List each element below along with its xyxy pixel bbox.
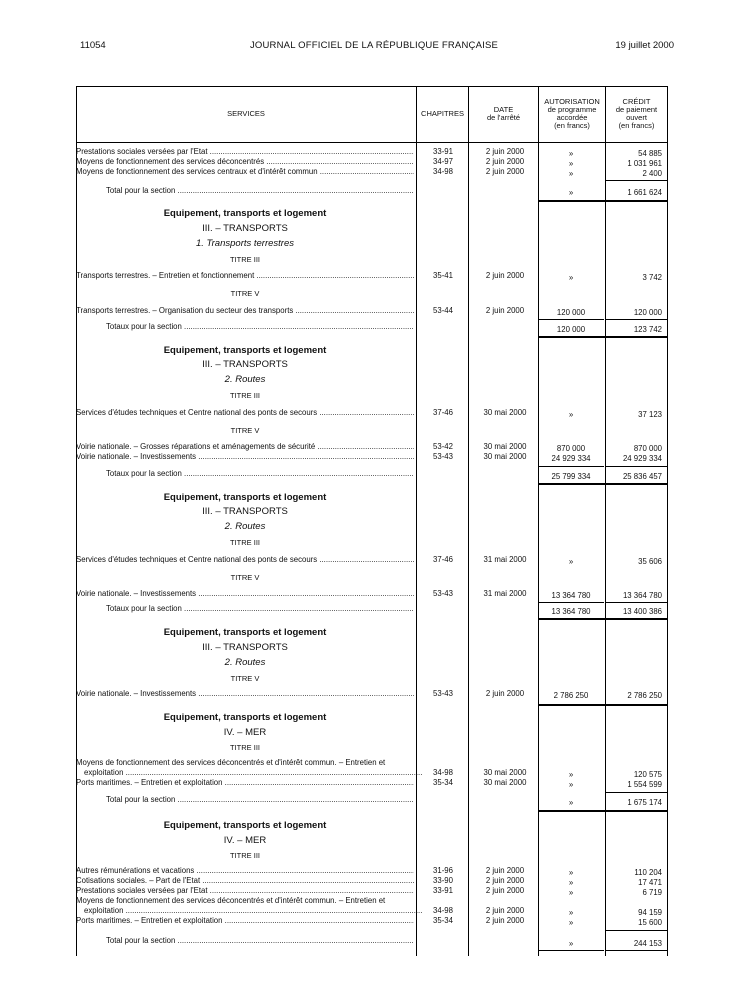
ministry-heading: Equipement, transports et logement <box>163 820 327 831</box>
section-heading: III. – TRANSPORTS <box>202 223 288 234</box>
credit-cell: 17 471 <box>638 878 662 887</box>
service-label: Moyens de fonctionnement des services déconcentrés et d'intérêt commun. – Entretien et <box>76 758 386 767</box>
service-label: Transports terrestres. – Entretien et fonctionnement ..... <box>76 271 414 281</box>
section-total-label: Total pour la section ..... <box>76 936 414 946</box>
service-label: Ports maritimes. – Entretien et exploitation ..... <box>76 916 414 926</box>
date-cell: 30 mai 2000 <box>483 778 527 787</box>
service-label: Voirie nationale. – Investissements ..... <box>76 452 414 462</box>
section-heading: IV. – MER <box>223 727 267 738</box>
credit-cell: 25 836 457 <box>622 472 662 481</box>
section-heading: III. – TRANSPORTS <box>202 506 288 517</box>
service-label: Cotisations sociales. – Part de l'Etat ..... <box>76 876 414 886</box>
chapter-cell: 34-97 <box>433 157 453 166</box>
chapter-cell: 35-41 <box>433 271 453 280</box>
titre-heading: TITRE V <box>230 426 260 435</box>
credit-cell: 13 400 386 <box>622 607 662 616</box>
ministry-heading: Equipement, transports et logement <box>163 492 327 503</box>
credit-cell: 120 575 <box>633 770 662 779</box>
date-cell: 2 juin 2000 <box>485 886 525 895</box>
col-header-date: DATE de l'arrêté <box>486 105 521 122</box>
service-label: Moyens de fonctionnement des services déconcentrés et d'intérêt commun. – Entretien et <box>76 896 386 905</box>
service-label: Voirie nationale. – Grosses réparations et aménagements de sécurité ..... <box>76 442 414 452</box>
date-cell: 2 juin 2000 <box>485 916 525 925</box>
auth-cell: » <box>568 410 574 419</box>
chapter-cell: 31-96 <box>433 866 453 875</box>
section-heading: IV. – MER <box>223 835 267 846</box>
service-label: Services d'études techniques et Centre national des ponts de secours ..... <box>76 408 414 418</box>
auth-cell: » <box>568 188 574 197</box>
auth-cell: » <box>568 780 574 789</box>
credit-cell: 870 000 <box>633 444 662 453</box>
date-cell: 30 mai 2000 <box>483 768 527 777</box>
auth-cell: » <box>568 798 574 807</box>
service-label: Prestations sociales versées par l'Etat ..... <box>76 886 414 896</box>
auth-cell: 24 929 334 <box>551 454 591 463</box>
credit-cell: 3 742 <box>642 273 662 282</box>
auth-cell: » <box>568 159 574 168</box>
auth-cell: » <box>568 888 574 897</box>
chapter-cell: 37-46 <box>433 555 453 564</box>
chapter-cell: 53-43 <box>433 589 453 598</box>
section-heading: III. – TRANSPORTS <box>202 642 288 653</box>
service-label: Moyens de fonctionnement des services centraux et d'intérêt commun ..... <box>76 167 414 177</box>
credit-cell: 120 000 <box>633 308 662 317</box>
service-label: Moyens de fonctionnement des services déconcentrés ..... <box>76 157 414 167</box>
chapter-cell: 53-43 <box>433 689 453 698</box>
date-cell: 30 mai 2000 <box>483 442 527 451</box>
col-header-chapitres: CHAPITRES <box>421 109 464 118</box>
date-cell: 2 juin 2000 <box>485 866 525 875</box>
titre-heading: TITRE V <box>230 573 260 582</box>
chapter-cell: 34-98 <box>433 906 453 915</box>
credit-cell: 13 364 780 <box>622 591 662 600</box>
credit-cell: 110 204 <box>634 868 662 877</box>
service-label: Voirie nationale. – Investissements ..... <box>76 589 414 599</box>
credit-cell: 54 885 <box>638 149 662 158</box>
credit-cell: 2 400 <box>642 169 662 178</box>
col-header-autorisation: AUTORISATION de programme accordée (en francs) <box>544 97 600 130</box>
auth-cell: » <box>568 169 574 178</box>
journal-title: JOURNAL OFFICIEL DE LA RÉPUBLIQUE FRANÇAISE <box>249 40 499 51</box>
chapter-cell: 34-98 <box>433 768 453 777</box>
chapter-cell: 33-91 <box>433 147 453 156</box>
auth-cell: 120 000 <box>556 325 586 334</box>
subsection-heading: 2. Routes <box>224 521 266 532</box>
date-cell: 2 juin 2000 <box>485 147 525 156</box>
page-header <box>0 40 748 56</box>
date-cell: 2 juin 2000 <box>485 167 525 176</box>
credit-cell: 2 786 250 <box>627 691 662 700</box>
chapter-cell: 53-42 <box>433 442 453 451</box>
auth-cell: » <box>568 770 574 779</box>
section-total-label: Totaux pour la section ..... <box>76 604 414 614</box>
date-cell: 2 juin 2000 <box>485 689 525 698</box>
auth-cell: » <box>568 939 574 948</box>
titre-heading: TITRE V <box>230 674 260 683</box>
credit-cell: 1 554 599 <box>627 780 662 789</box>
auth-cell: » <box>568 908 574 917</box>
col-header-services: SERVICES <box>227 109 265 118</box>
section-total-label: Total pour la section ..... <box>76 795 414 805</box>
service-label-cont: exploitation ..... <box>76 768 422 778</box>
chapter-cell: 53-44 <box>433 306 453 315</box>
date-cell: 2 juin 2000 <box>485 906 525 915</box>
auth-cell: 120 000 <box>556 308 586 317</box>
date-cell: 2 juin 2000 <box>485 306 525 315</box>
subsection-heading: 2. Routes <box>224 374 266 385</box>
chapter-cell: 35-34 <box>433 916 453 925</box>
date-cell: 2 juin 2000 <box>485 876 525 885</box>
chapter-cell: 35-34 <box>433 778 453 787</box>
titre-heading: TITRE III <box>230 851 260 860</box>
credit-cell: 1 031 961 <box>627 159 662 168</box>
ministry-heading: Equipement, transports et logement <box>163 345 327 356</box>
service-label: Transports terrestres. – Organisation du secteur des transports ..... <box>76 306 414 316</box>
chapter-cell: 34-98 <box>433 167 453 176</box>
auth-cell: 2 786 250 <box>553 691 589 700</box>
subsection-heading: 1. Transports terrestres <box>195 238 295 249</box>
page-number: 11054 <box>80 40 106 51</box>
date-cell: 31 mai 2000 <box>483 589 527 598</box>
service-label: Services d'études techniques et Centre national des ponts de secours ..... <box>76 555 414 565</box>
subsection-heading: 2. Routes <box>224 657 266 668</box>
titre-heading: TITRE V <box>230 289 260 298</box>
publication-date: 19 juillet 2000 <box>615 40 674 51</box>
section-total-label: Totaux pour la section ..... <box>76 322 414 332</box>
auth-cell: 870 000 <box>556 444 586 453</box>
date-cell: 2 juin 2000 <box>485 157 525 166</box>
chapter-cell: 53-43 <box>433 452 453 461</box>
service-label: Prestations sociales versées par l'Etat ..... <box>76 147 414 157</box>
ministry-heading: Equipement, transports et logement <box>163 627 327 638</box>
auth-cell: 25 799 334 <box>551 472 591 481</box>
date-cell: 30 mai 2000 <box>483 408 527 417</box>
auth-cell: » <box>568 273 574 282</box>
section-total-label: Total pour la section ..... <box>76 186 414 196</box>
ministry-heading: Equipement, transports et logement <box>163 712 327 723</box>
credit-cell: 35 606 <box>638 557 662 566</box>
auth-cell: » <box>568 149 574 158</box>
chapter-cell: 33-90 <box>433 876 453 885</box>
service-label: Autres rémunérations et vacations ..... <box>76 866 414 876</box>
col-header-credit: CRÉDIT de paiement ouvert (en francs) <box>615 97 658 130</box>
decree-table <box>76 86 668 956</box>
credit-cell: 6 719 <box>642 888 662 897</box>
titre-heading: TITRE III <box>230 538 260 547</box>
auth-cell: » <box>568 878 574 887</box>
credit-cell: 15 600 <box>638 918 662 927</box>
chapter-cell: 33-91 <box>433 886 453 895</box>
date-cell: 2 juin 2000 <box>485 271 525 280</box>
auth-cell: » <box>568 557 574 566</box>
titre-heading: TITRE III <box>230 391 260 400</box>
credit-cell: 37 123 <box>638 410 662 419</box>
auth-cell: » <box>568 868 574 877</box>
ministry-heading: Equipement, transports et logement <box>163 208 327 219</box>
auth-cell: 13 364 780 <box>551 607 591 616</box>
service-label: Voirie nationale. – Investissements ..... <box>76 689 414 699</box>
service-label-cont: exploitation ..... <box>76 906 422 916</box>
titre-heading: TITRE III <box>230 743 260 752</box>
titre-heading: TITRE III <box>230 255 260 264</box>
credit-cell: 123 742 <box>633 325 662 334</box>
date-cell: 30 mai 2000 <box>483 452 527 461</box>
section-heading: III. – TRANSPORTS <box>202 359 288 370</box>
service-label: Ports maritimes. – Entretien et exploitation ..... <box>76 778 414 788</box>
auth-cell: » <box>568 918 574 927</box>
date-cell: 31 mai 2000 <box>483 555 527 564</box>
credit-cell: 24 929 334 <box>622 454 662 463</box>
section-total-label: Totaux pour la section ..... <box>76 469 414 479</box>
credit-cell: 94 159 <box>638 908 662 917</box>
credit-cell: 244 153 <box>633 939 662 948</box>
auth-cell: 13 364 780 <box>551 591 591 600</box>
chapter-cell: 37-46 <box>433 408 453 417</box>
credit-cell: 1 675 174 <box>627 798 662 807</box>
credit-cell: 1 661 624 <box>627 188 662 197</box>
